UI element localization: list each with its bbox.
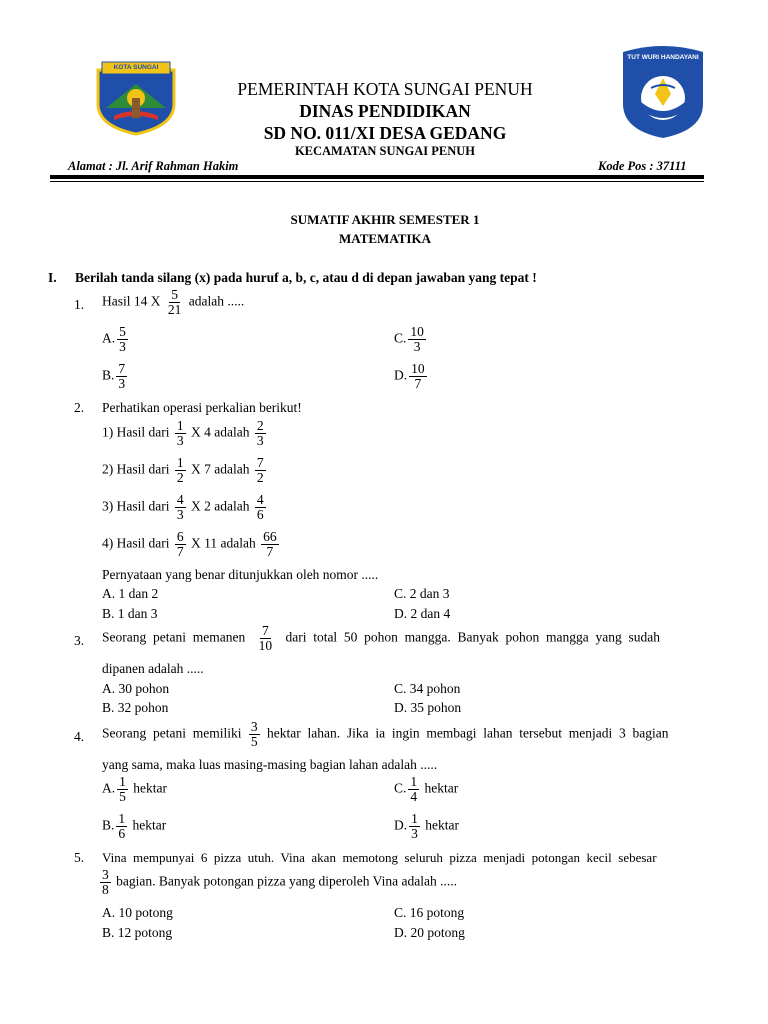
q1-option-c[interactable]: C. $\frac{10}{3}$ [394,324,424,354]
q3-option-b[interactable]: B. 32 pohon [102,700,169,715]
question-4-number: 4. [74,729,85,744]
question-3-line2: dipanen adalah ..... [102,661,204,676]
header-government: PEMERINTAH KOTA SUNGAI PENUH [237,79,533,99]
q2-statement-4: 4) Hasil dari $\frac{6}{7}$ X 11 adalah $\frac{66}{7}$ [102,529,277,559]
q4-option-b[interactable]: B. $\frac{1}{6}$ hektar [102,811,167,841]
header-rule-thick [50,175,704,179]
question-5-line2: $\frac{3}{8}$ bagian. Banyak potongan pizza yang diperoleh Vina adalah ..... [102,867,457,897]
q2-option-d[interactable]: D. 2 dan 4 [394,606,451,621]
question-1-text [102,288,244,317]
q5-option-d[interactable]: D. 20 potong [394,925,465,940]
section-number: I. [48,270,57,285]
question-4-line2: yang sama, maka luas masing-masing bagian lahan adalah ..... [102,757,438,772]
q2-option-a[interactable]: A. 1 dan 2 [102,586,159,601]
q1-option-a[interactable]: A. $\frac{5}{3}$ [102,324,126,354]
q3-option-c[interactable]: C. 34 pohon [394,681,461,696]
question-3-text: Seorang petani memanen $\frac{7}{10}$ dari total 50 pohon mangga. Banyak pohon mangga yang sudah [102,623,661,653]
exam-subject: MATEMATIKA [339,231,431,246]
q1-option-b[interactable]: B. $\frac{7}{3}$ [102,361,126,391]
q1-option-d[interactable]: D. $\frac{10}{7}$ [394,361,425,391]
q2-question: Pernyataan yang benar ditunjukkan oleh nomor ..... [102,567,379,582]
school-address: Alamat : Jl. Arif Rahman Hakim [68,159,239,173]
question-2-text: Perhatikan operasi perkalian berikut! [102,400,302,415]
section-instruction: Berilah tanda silang (x) pada huruf a, b, c, atau d di depan jawaban yang tepat ! [75,270,537,285]
q3-option-a[interactable]: A. 30 pohon [102,681,170,696]
question-3-number: 3. [74,633,85,648]
question-4-text: Seorang petani memiliki $\frac{3}{5}$ hektar lahan. Jika ia ingin membagi lahan tersebut menjadi 3 bagian [102,719,669,749]
postal-code: Kode Pos : 37111 [598,159,687,173]
q5-option-a[interactable]: A. 10 potong [102,905,173,920]
header-district: KECAMATAN SUNGAI PENUH [294,144,476,158]
q2-statement-2: 2) Hasil dari $\frac{1}{2}$ X 7 adalah $\frac{7}{2}$ [102,455,264,485]
header-rule-thin [50,181,704,182]
q2-option-b[interactable]: B. 1 dan 3 [102,606,158,621]
tut-wuri-handayani-logo [613,44,713,140]
tut-wuri-handayani-text: TUT WURI HANDAYANI [627,54,699,61]
question-5-line1: Vina mempunyai 6 pizza utuh. Vina akan memotong seluruh pizza menjadi potongan kecil sebesar [102,850,657,865]
question-5-number: 5. [74,850,85,865]
q1-fraction: $\frac{5}{21}$ [167,287,182,317]
q2-option-c[interactable]: C. 2 dan 3 [394,586,450,601]
city-logo-text: KOTA SUNGAI PENUH [113,64,159,83]
q4-option-a[interactable]: A. $\frac{1}{5}$ hektar [102,774,167,804]
question-2-number: 2. [74,400,85,415]
header-department: DINAS PENDIDIKAN [299,101,471,121]
q5-option-b[interactable]: B. 12 potong [102,925,173,940]
q1-suffix: adalah ..... [188,293,245,309]
question-1-number: 1. [74,297,85,312]
exam-title: SUMATIF AKHIR SEMESTER 1 [290,212,480,227]
q4-option-c[interactable]: C. $\frac{1}{4}$ hektar [394,774,459,804]
q2-statement-3: 3) Hasil dari $\frac{4}{3}$ X 2 adalah $\frac{4}{6}$ [102,492,264,522]
q2-statement-1: 1) Hasil dari $\frac{1}{3}$ X 4 adalah $\frac{2}{3}$ [102,418,264,448]
q4-option-d[interactable]: D. $\frac{1}{3}$ hektar [394,811,459,841]
header-school: SD NO. 011/XI DESA GEDANG [263,123,507,143]
q5-option-c[interactable]: C. 16 potong [394,905,465,920]
q3-option-d[interactable]: D. 35 pohon [394,700,462,715]
city-logo [94,56,178,136]
q1-prefix: Hasil 14 X [102,293,161,309]
